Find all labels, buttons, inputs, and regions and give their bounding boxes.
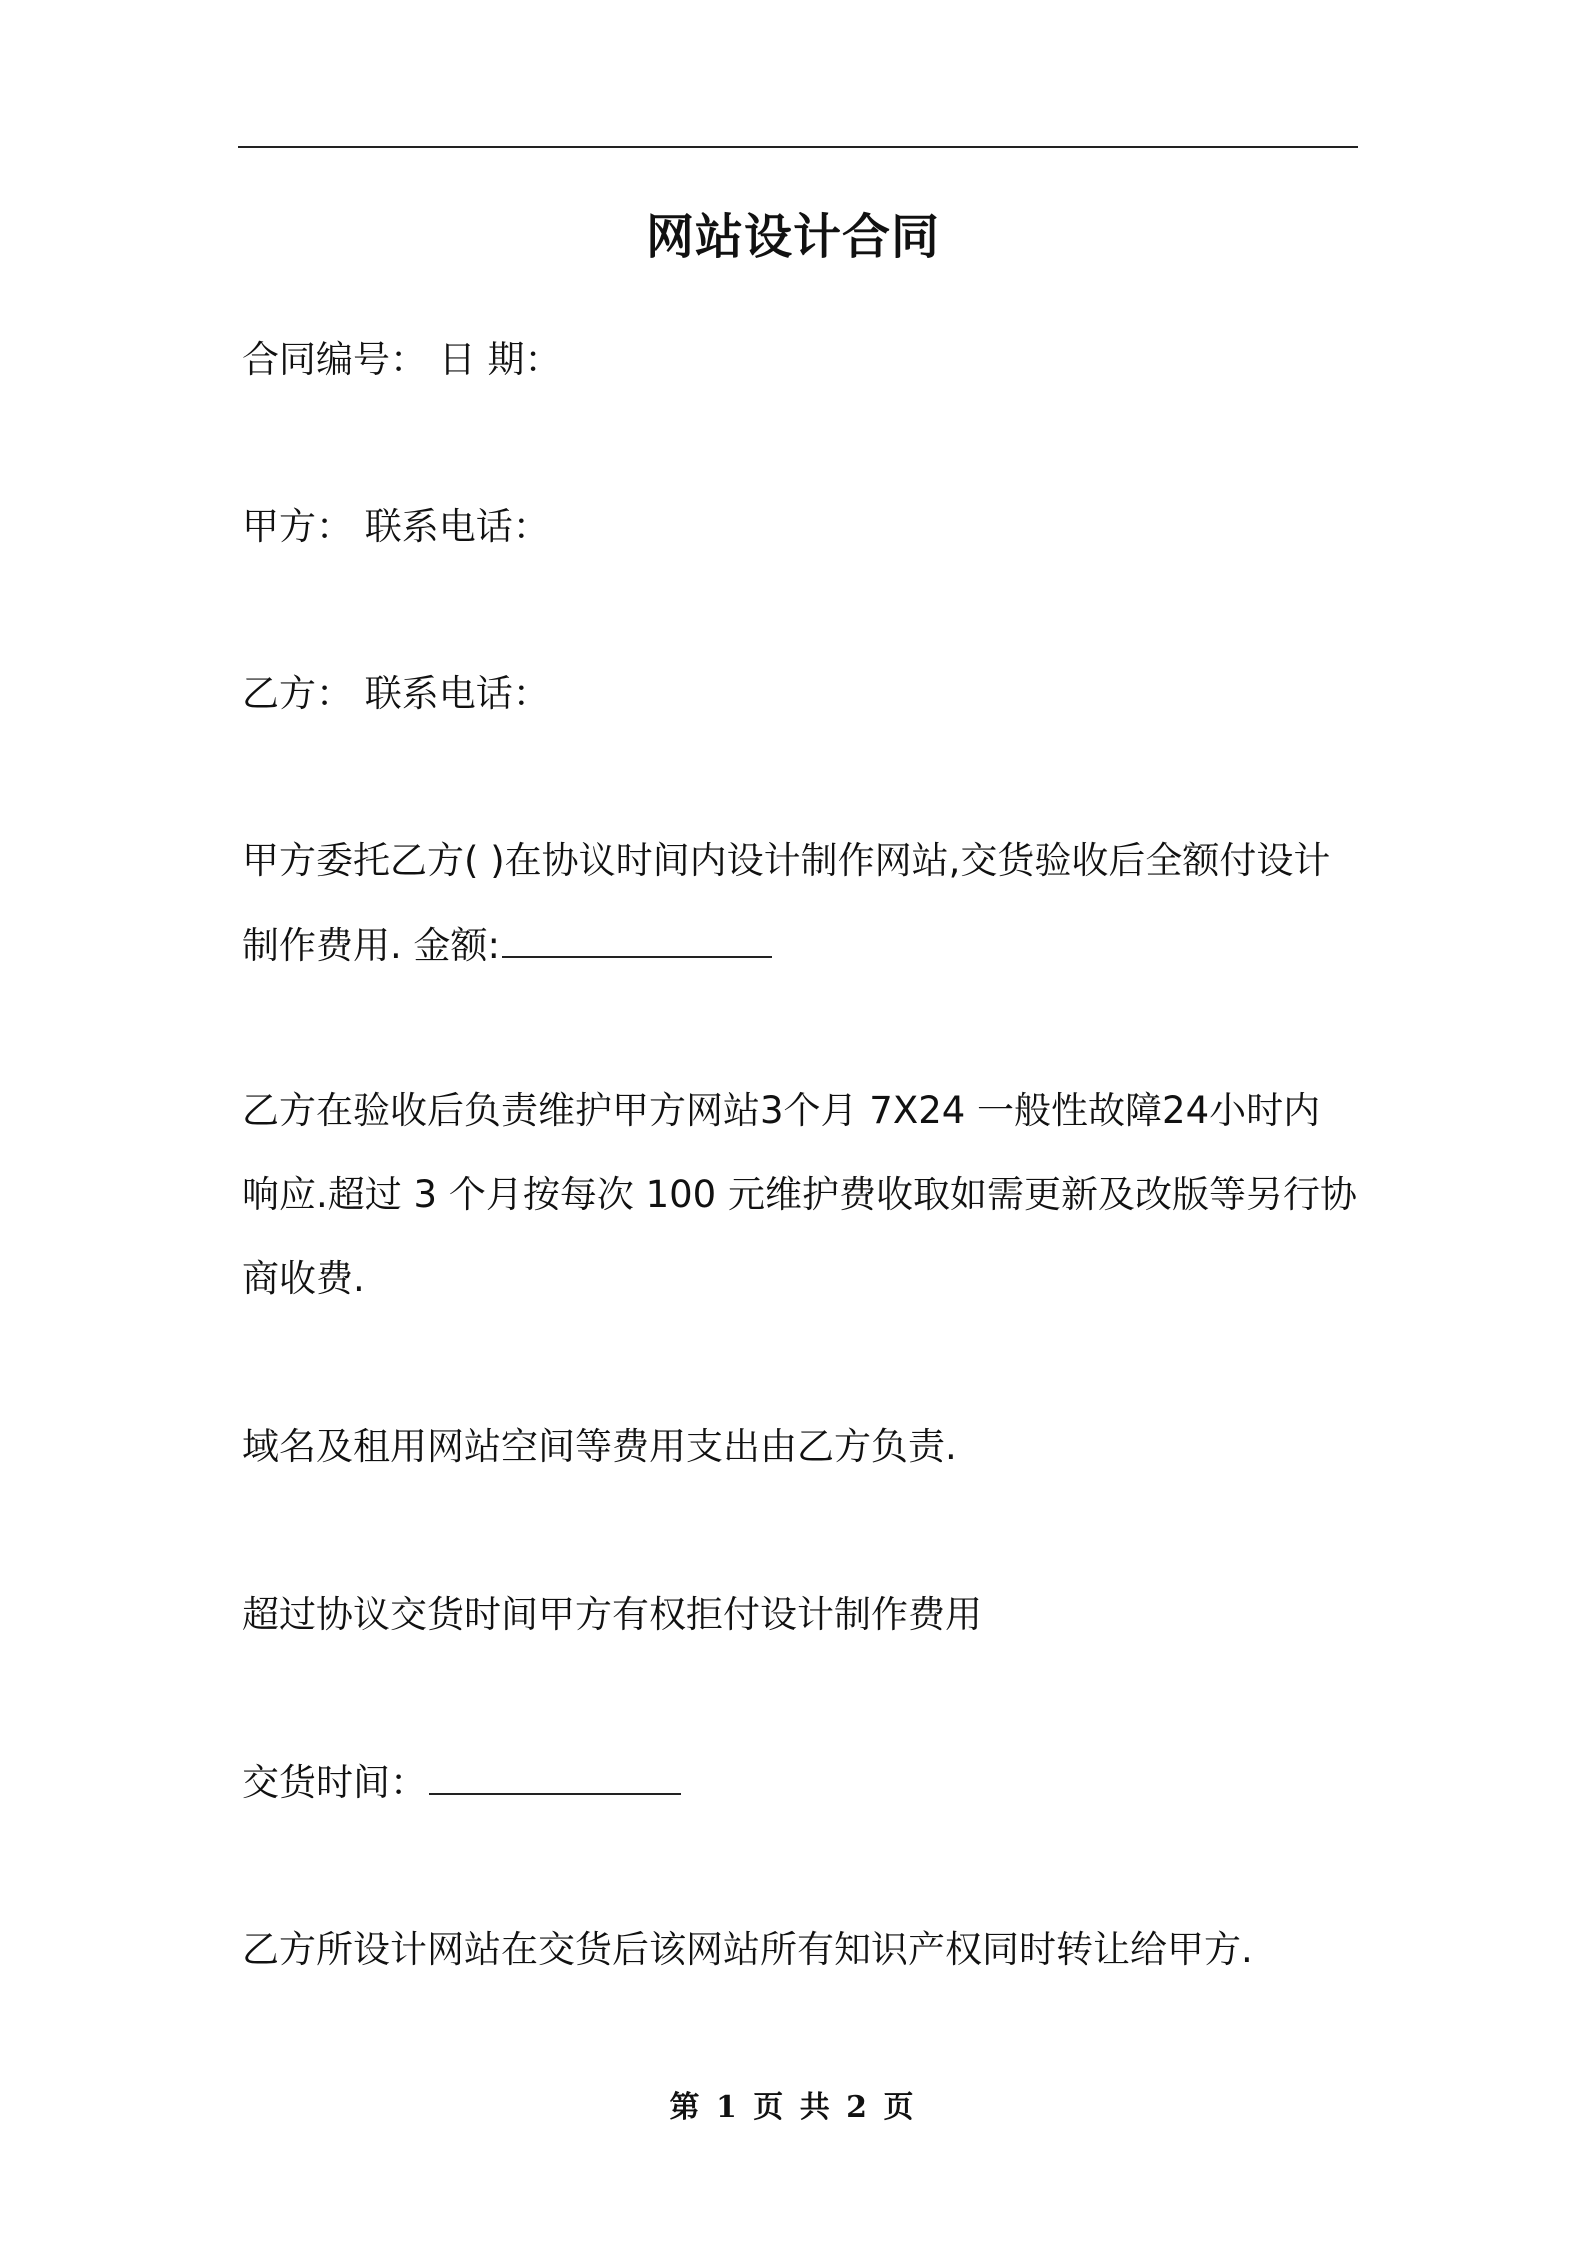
paragraph-1-line-2: [242, 920, 772, 971]
party-b-line: 乙方： 联系电话：: [242, 672, 550, 715]
paragraph-2-line-3: 商收费.: [242, 1257, 365, 1300]
paragraph-6: 乙方所设计网站在交货后该网站所有知识产权同时转让给甲方.: [242, 1928, 1253, 1971]
contract-info-line: 合同编号： 日 期：: [242, 338, 562, 381]
page-title: 网站设计合同: [645, 209, 940, 265]
party-a-line: 甲方： 联系电话：: [242, 505, 550, 548]
header-rule: [238, 146, 1358, 148]
paragraph-2-line-1: 乙方在验收后负责维护甲方网站3个月 7X24 一般性故障24小时内: [242, 1089, 1321, 1132]
paragraph-3: 域名及租用网站空间等费用支出由乙方负责.: [242, 1425, 957, 1468]
delivery-time-blank: [429, 1757, 681, 1795]
amount-label: 制作费用. 金额:: [242, 924, 500, 967]
paragraph-2-line-2: 响应.超过 3 个月按每次 100 元维护费收取如需更新及改版等另行协: [242, 1173, 1357, 1216]
amount-blank: [502, 920, 772, 958]
page-number-footer: 第 1 页 共 2 页: [669, 2090, 917, 2125]
delivery-time-line: [242, 1757, 681, 1808]
paragraph-4: 超过协议交货时间甲方有权拒付设计制作费用: [242, 1593, 982, 1636]
paragraph-1-line-1: 甲方委托乙方( )在协议时间内设计制作网站,交货验收后全额付设计: [242, 839, 1331, 882]
delivery-time-label: 交货时间：: [242, 1761, 427, 1804]
